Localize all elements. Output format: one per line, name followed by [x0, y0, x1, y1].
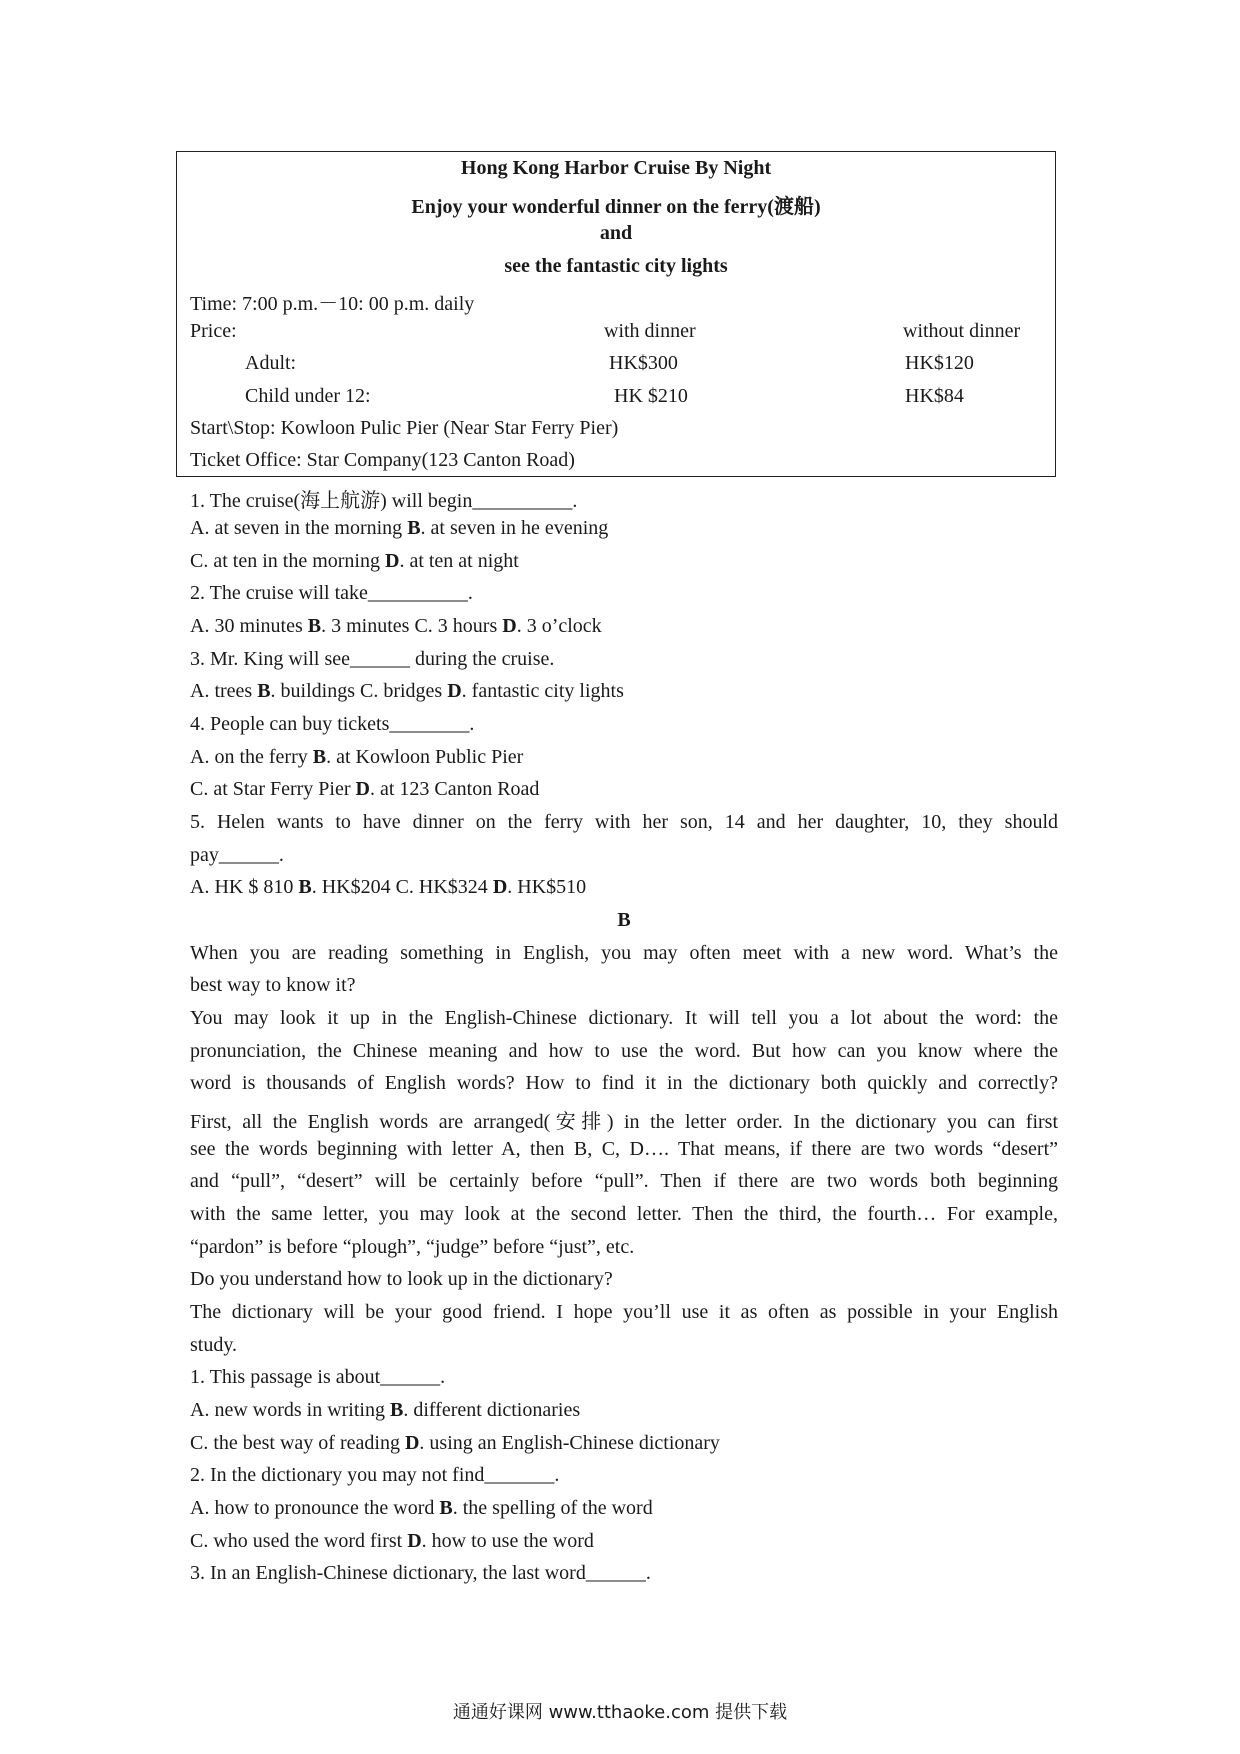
a-question-5: 5. Helen wants to have dinner on the ferry with her son, 14 and her daughter, 10, they should	[190, 811, 1058, 833]
a-q2-options: A. 30 minutes B. 3 minutes C. 3 hours D. 3 o’clock	[190, 615, 602, 637]
b-para-2-line-3: word is thousands of English words? How to find it in the dictionary both quickly and correctly?	[190, 1072, 1058, 1094]
a-question-4: 4. People can buy tickets________.	[190, 713, 475, 735]
b-para-2-line-2: pronunciation, the Chinese meaning and how to use the word. But how can you know where the	[190, 1040, 1058, 1062]
adult-without-price: HK$120	[905, 352, 974, 374]
price-label: Price:	[190, 320, 237, 342]
child-with-price: HK $210	[614, 385, 688, 407]
adult-with-price: HK$300	[609, 352, 678, 374]
a-q1-options-1: A. at seven in the morning B. at seven in he evening	[190, 517, 609, 539]
a-question-5-cont: pay______.	[190, 844, 284, 866]
notice-box	[176, 151, 1056, 477]
notice-title: Hong Kong Harbor Cruise By Night	[460, 157, 772, 179]
col-with-dinner: with dinner	[604, 320, 696, 342]
start-stop: Start\Stop: Kowloon Pulic Pier (Near Star Ferry Pier)	[190, 417, 619, 439]
b-question-1: 1. This passage is about______.	[190, 1366, 446, 1388]
b-para-3-line-4: with the same letter, you may look at the second letter. Then the third, the fourth… For example,	[190, 1203, 1058, 1225]
adult-label: Adult:	[245, 352, 297, 374]
col-without-dinner: without dinner	[903, 320, 1021, 342]
notice-lights: see the fantastic city lights	[504, 255, 728, 277]
b-q1-options-2: C. the best way of reading D. using an English-Chinese dictionary	[190, 1432, 720, 1454]
notice-subtitle: Enjoy your wonderful dinner on the ferry(渡船)	[411, 196, 821, 218]
child-label: Child under 12:	[245, 385, 371, 407]
child-without-price: HK$84	[905, 385, 964, 407]
a-q5-options: A. HK $ 810 B. HK$204 C. HK$324 D. HK$510	[190, 876, 587, 898]
b-para-4: Do you understand how to look up in the dictionary?	[190, 1268, 613, 1290]
a-q3-options: A. trees B. buildings C. bridges D. fantastic city lights	[190, 680, 624, 702]
b-para-1-line-2: best way to know it?	[190, 974, 356, 996]
b-para-5-line-2: study.	[190, 1334, 238, 1356]
b-q2-options-2: C. who used the word first D. how to use the word	[190, 1530, 594, 1552]
b-para-3-line-1: First, all the English words are arranged(安排) in the letter order. In the dictionary you can first	[190, 1111, 1058, 1133]
a-q4-options-1: A. on the ferry B. at Kowloon Public Pier	[190, 746, 524, 768]
a-q1-options-2: C. at ten in the morning D. at ten at night	[190, 550, 519, 572]
b-para-3-line-2: see the words beginning with letter A, then B, C, D…. That means, if there are two words “desert”	[190, 1138, 1058, 1160]
b-question-2: 2. In the dictionary you may not find_______.	[190, 1464, 560, 1486]
notice-time: Time: 7:00 p.m.－10: 00 p.m. daily	[190, 293, 475, 315]
section-b-heading: B	[617, 909, 631, 931]
notice-and: and	[599, 222, 633, 244]
a-q4-options-2: C. at Star Ferry Pier D. at 123 Canton Road	[190, 778, 540, 800]
b-q1-options-1: A. new words in writing B. different dictionaries	[190, 1399, 581, 1421]
b-para-3-line-3: and “pull”, “desert” will be certainly before “pull”. Then if there are two words both beginning	[190, 1170, 1058, 1192]
a-question-1: 1. The cruise(海上航游) will begin__________.	[190, 490, 578, 512]
a-question-2: 2. The cruise will take__________.	[190, 582, 473, 604]
b-para-2-line-1: You may look it up in the English-Chinese dictionary. It will tell you a lot about the word: the	[190, 1007, 1058, 1029]
b-para-3-line-5: “pardon” is before “plough”, “judge” before “just”, etc.	[190, 1236, 635, 1258]
b-q2-options-1: A. how to pronounce the word B. the spelling of the word	[190, 1497, 653, 1519]
a-question-3: 3. Mr. King will see______ during the cruise.	[190, 648, 555, 670]
ticket-office: Ticket Office: Star Company(123 Canton Road)	[190, 449, 575, 471]
page-footer: 通通好课网 www.tthaoke.com 提供下载	[452, 1702, 788, 1723]
b-question-3: 3. In an English-Chinese dictionary, the last word______.	[190, 1562, 651, 1584]
b-para-5-line-1: The dictionary will be your good friend. I hope you’ll use it as often as possible in your English	[190, 1301, 1058, 1323]
b-para-1-line-1: When you are reading something in English, you may often meet with a new word. What’s the	[190, 942, 1058, 964]
